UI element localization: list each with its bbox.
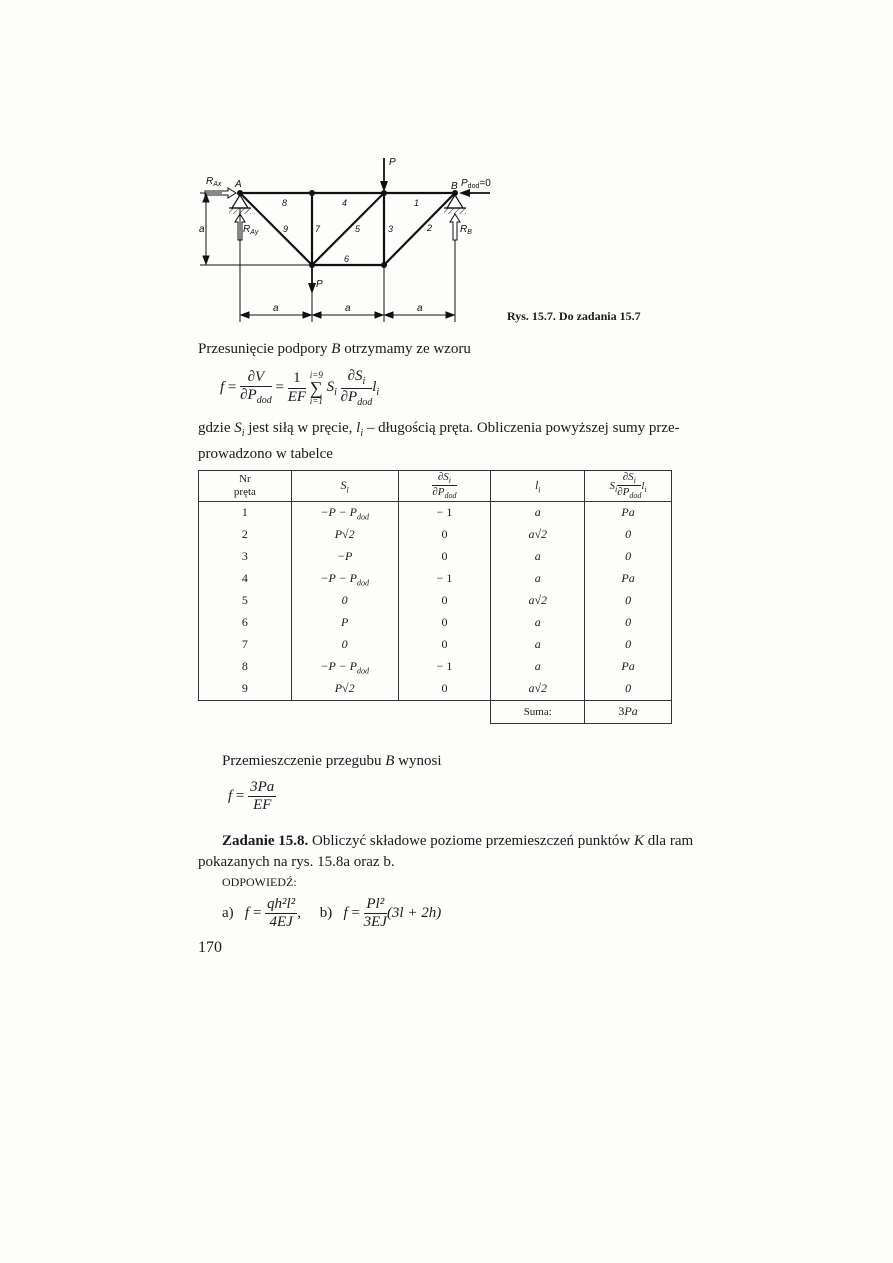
fraction-dv-dpdod: [240, 369, 272, 407]
figure-caption: Rys. 15.7. Do zadania 15.7: [507, 309, 641, 323]
cell-s: P√2: [291, 524, 398, 546]
label-p-bottom: P: [316, 279, 323, 290]
label-rb: $R_B$: [460, 224, 472, 236]
formula-s: $S_i$: [326, 379, 337, 399]
task-paragraph: [198, 831, 693, 891]
intro-text-end: otrzymamy ze wzoru: [340, 341, 471, 357]
calculation-table-wrap: [198, 470, 672, 724]
cell-derivative: 0: [398, 590, 491, 612]
header-product: $S_i$ $\frac{\partial S_i}{\partial P_{dod}}$ $l_i$: [585, 471, 672, 502]
cell-s: $-P - P_{dod}$: [291, 656, 398, 678]
load-p-top-arrow: [380, 158, 388, 192]
cell-s: 0: [291, 590, 398, 612]
sum-lower: i=1: [309, 396, 323, 406]
cell-nr: 1: [199, 501, 292, 524]
cell-product: Pa: [585, 568, 672, 590]
frac-den: $\partial P_{dod}$: [340, 388, 373, 408]
where-line-2: prowadzono w tabelce: [198, 446, 333, 462]
answer-label: ODPOWIEDŹ:: [222, 875, 297, 889]
cell-s: 0: [291, 634, 398, 656]
result-paragraph: Przemieszczenie przegubu B wynosi: [222, 753, 442, 769]
load-pdod-arrow: [459, 189, 490, 197]
label-dim-a2: a: [345, 303, 351, 314]
cell-length: a: [491, 634, 585, 656]
table-row: [199, 590, 672, 612]
cell-length: a: [491, 656, 585, 678]
formula-f: f: [220, 379, 225, 396]
cell-length: a√2: [491, 678, 585, 701]
where-line-1: gdzie $S_i$ jest siłą w pręcie, $l_i$ – długością pręta. Obliczenia powyższej sumy prze-: [198, 420, 680, 439]
cell-s: P: [291, 612, 398, 634]
frac-den: EF: [287, 388, 307, 405]
sum-value: 3Pa: [585, 700, 672, 723]
cell-nr: 2: [199, 524, 292, 546]
fraction-1-ef: [288, 370, 306, 406]
formula-eq: =: [275, 379, 284, 396]
table-row: [199, 501, 672, 524]
label-dim-a1: a: [273, 303, 279, 314]
cell-length: a: [491, 501, 585, 524]
cell-product: 0: [585, 524, 672, 546]
cell-product: Pa: [585, 501, 672, 524]
calculation-table: [198, 470, 672, 724]
cell-nr: 5: [199, 590, 292, 612]
bar-number: 2: [427, 223, 433, 233]
cell-length: a√2: [491, 524, 585, 546]
cell-nr: 7: [199, 634, 292, 656]
bar-number: 8: [282, 198, 288, 208]
where-paragraph: [198, 418, 688, 465]
label-a-node: A: [235, 179, 242, 190]
fraction-3pa-ef: $\frac{3Pa}{EF}$: [250, 779, 275, 814]
bar-number: 7: [315, 224, 321, 234]
fraction-answer-b: $\frac{\text{Pl²}}{3EJ}$: [363, 896, 387, 931]
formula-l: $l_i$: [372, 379, 380, 399]
sum-sign: [310, 370, 323, 407]
cell-s: $-P - P_{dod}$: [291, 568, 398, 590]
header-l: $l_i$: [491, 471, 585, 502]
header-nr: Nr pręta: [199, 471, 292, 502]
load-p-bottom-arrow: [308, 267, 316, 294]
task-line-2: pokazanych na rys. 15.8a oraz b.: [198, 854, 395, 870]
header-s: $S_i$: [291, 471, 398, 502]
sum-upper: i=9: [309, 369, 323, 380]
bar-number: 4: [342, 198, 348, 208]
frac-den: $\partial P_{dod}$: [240, 387, 272, 407]
sum-spacer: [199, 700, 491, 723]
bar-2: [384, 193, 455, 265]
sum-label: Suma:: [491, 700, 585, 723]
table-row: [199, 612, 672, 634]
cell-s: −P: [291, 546, 398, 568]
var-b: B: [385, 753, 395, 769]
cell-derivative: − 1: [398, 656, 491, 678]
fraction-answer-a: $\frac{\text{qh²l²}}{4EJ}$: [267, 896, 296, 931]
formula-result: f = $\frac{3Pa}{EF}$: [228, 779, 275, 814]
formula-displacement: [220, 368, 379, 408]
cell-derivative: − 1: [398, 501, 491, 524]
table-body: [199, 501, 672, 700]
table-row: [199, 568, 672, 590]
bar-number: 6: [344, 254, 350, 264]
cell-length: a: [491, 568, 585, 590]
truss-figure: [196, 150, 516, 325]
cell-nr: 9: [199, 678, 292, 701]
cell-nr: 6: [199, 612, 292, 634]
table-row: [199, 656, 672, 678]
label-p-top: P: [389, 157, 396, 168]
support-b: [444, 195, 466, 214]
bar-number: 5: [355, 224, 361, 234]
cell-product: 0: [585, 678, 672, 701]
label-dim-a-vertical: a: [199, 224, 205, 235]
cell-product: 0: [585, 612, 672, 634]
var-b: B: [331, 341, 341, 357]
table-row: [199, 524, 672, 546]
cell-nr: 3: [199, 546, 292, 568]
cell-product: Pa: [585, 656, 672, 678]
cell-derivative: − 1: [398, 568, 491, 590]
joint: [381, 262, 387, 268]
task-title: Zadanie 15.8.: [222, 833, 309, 849]
page-number: 170: [198, 939, 222, 956]
reaction-rb-arrow: [450, 214, 460, 240]
table-header-row: [199, 471, 672, 502]
fraction-ds-dpdod: [341, 368, 373, 408]
task-line-1: Zadanie 15.8. Obliczyć składowe poziome przemieszczeń punktów K dla ram: [222, 833, 694, 849]
cell-derivative: 0: [398, 546, 491, 568]
frac-num: 1: [288, 370, 306, 388]
cell-derivative: 0: [398, 678, 491, 701]
label-rax: $R_{Ax}$: [206, 176, 222, 188]
cell-length: a: [491, 546, 585, 568]
intro-paragraph: [198, 339, 471, 360]
answer-b-label: b): [319, 905, 333, 922]
bar-number: 3: [388, 224, 394, 234]
cell-product: 0: [585, 546, 672, 568]
sigma: ∑: [309, 378, 323, 398]
cell-derivative: 0: [398, 612, 491, 634]
cell-length: a√2: [491, 590, 585, 612]
label-ray: $R_{Ay}$: [243, 224, 259, 236]
cell-product: 0: [585, 634, 672, 656]
header-ds-dp: $\frac{\partial S_i}{\partial P_{dod}}$: [398, 471, 491, 502]
formula-eq: =: [227, 379, 237, 396]
label-b-node: B: [451, 181, 458, 192]
frac-num: $\partial S_i$: [341, 368, 373, 389]
answers-line: a) f = $\frac{\text{qh²l²}}{4EJ}$ , b) f = $\frac{\text{Pl²}}{3EJ}$ (3l + 2h): [222, 896, 442, 931]
cell-s: $-P - P_{dod}$: [291, 501, 398, 524]
bar-number: 9: [283, 224, 289, 234]
table-sum-row: [199, 700, 672, 723]
cell-nr: 4: [199, 568, 292, 590]
table-row: [199, 634, 672, 656]
cell-length: a: [491, 612, 585, 634]
label-pdod: $P_{dod}=0$: [461, 178, 491, 190]
bar-number: 1: [414, 198, 420, 208]
cell-nr: 8: [199, 656, 292, 678]
table-row: [199, 546, 672, 568]
label-dim-a3: a: [417, 303, 423, 314]
cell-product: 0: [585, 590, 672, 612]
cell-s: P√2: [291, 678, 398, 701]
intro-text: Przesunięcie podpory: [198, 341, 332, 357]
answer-a-label: a): [222, 905, 234, 922]
joint: [309, 190, 315, 196]
cell-derivative: 0: [398, 524, 491, 546]
table-row: [199, 678, 672, 701]
frac-num: ∂V: [240, 369, 272, 387]
cell-derivative: 0: [398, 634, 491, 656]
